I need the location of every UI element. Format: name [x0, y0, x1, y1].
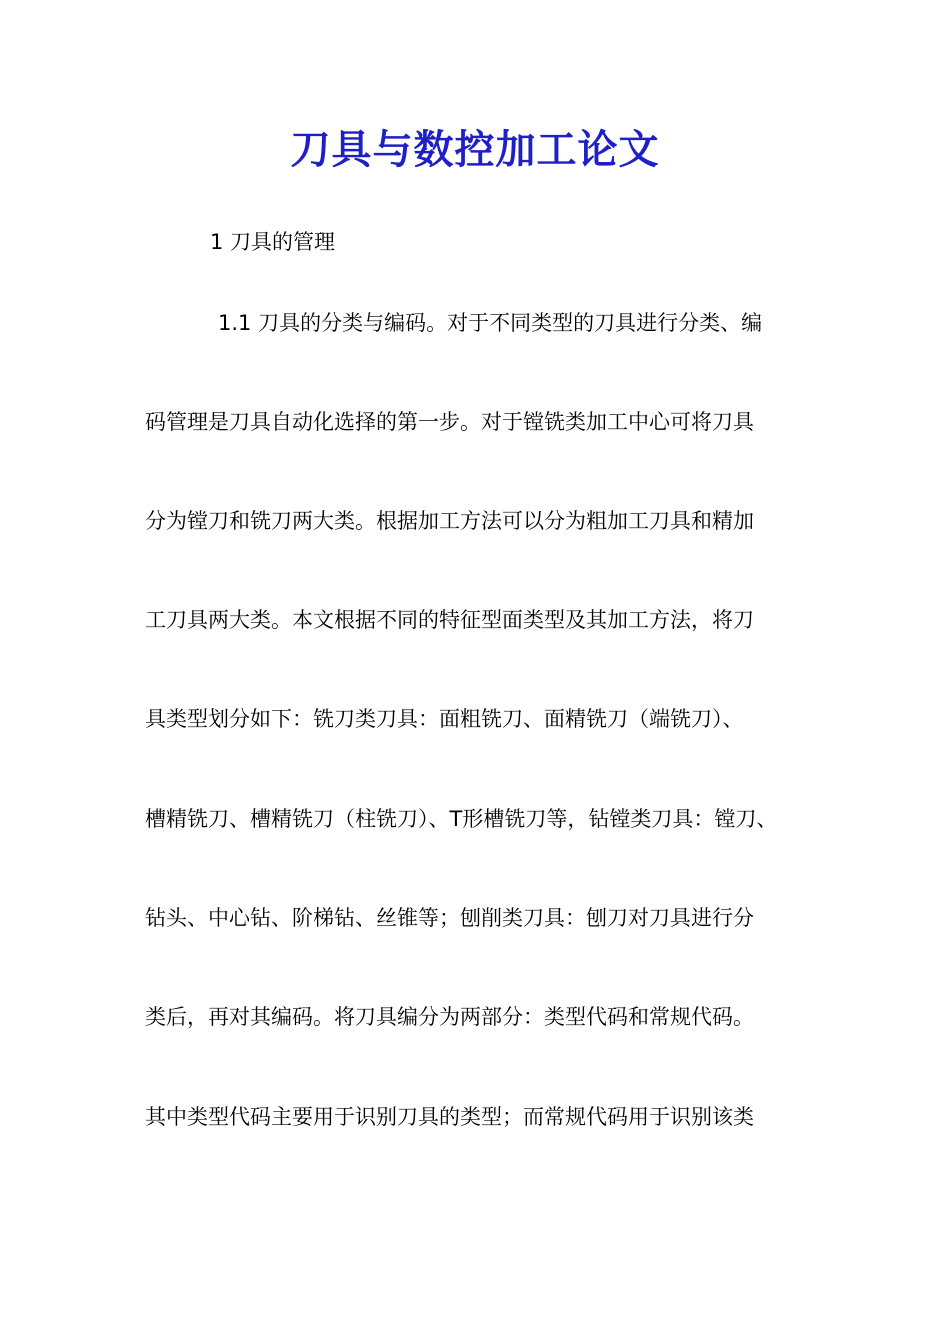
paragraph-line-1: 1.1 刀具的分类与编码。对于不同类型的刀具进行分类、编: [218, 311, 763, 335]
paragraph-line-8: 类后，再对其编码。将刀具编分为两部分：类型代码和常规代码。: [145, 1005, 754, 1029]
document-title: 刀具与数控加工论文: [290, 126, 660, 173]
paragraph-line-2: 码管理是刀具自动化选择的第一步。对于镗铣类加工中心可将刀具: [145, 410, 754, 434]
paragraph-line-9: 其中类型代码主要用于识别刀具的类型；而常规代码用于识别该类: [145, 1105, 754, 1129]
paragraph-line-3: 分为镗刀和铣刀两大类。根据加工方法可以分为粗加工刀具和精加: [145, 509, 754, 533]
paragraph-line-4: 工刀具两大类。本文根据不同的特征型面类型及其加工方法，将刀: [145, 608, 754, 632]
paragraph-line-7: 钻头、中心钻、阶梯钻、丝锥等；刨削类刀具：刨刀对刀具进行分: [145, 906, 754, 930]
section-heading: 1 刀具的管理: [210, 230, 336, 254]
paragraph-line-6: 槽精铣刀、槽精铣刀（柱铣刀）、T形槽铣刀等，钻镗类刀具：镗刀、: [145, 807, 778, 831]
paragraph-line-5: 具类型划分如下：铣刀类刀具：面粗铣刀、面精铣刀（端铣刀）、: [145, 707, 744, 731]
